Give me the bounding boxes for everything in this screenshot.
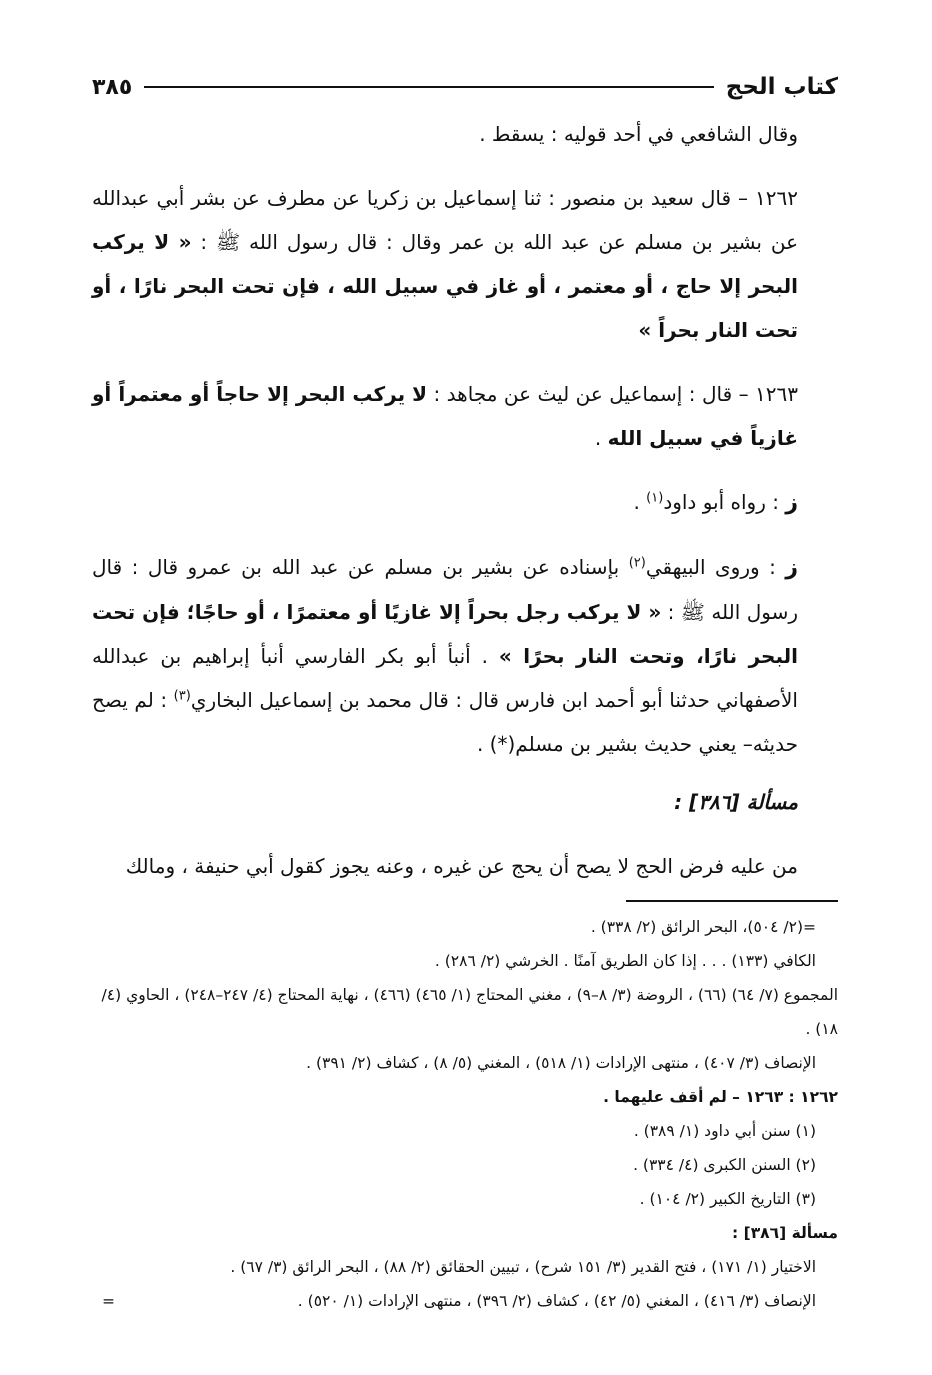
- footnote-ref: (٢): [628, 555, 646, 571]
- hadith-quote: « لا يركب البحر إلا حاج ، أو معتمر ، أو غاز في سبيل الله ، فإن تحت البحر نارًا ، أو تحت النار بحراً »: [92, 230, 798, 342]
- text: : لم يصح حديثه– يعني حديث بشير بن مسلم(*) .: [92, 688, 798, 756]
- footnote-heading: مسألة [٣٨٦] :: [732, 1224, 838, 1242]
- footnote-line: ١٢٦٢ : ١٢٦٣ – لم أقف عليهما .: [603, 1088, 838, 1106]
- issue-heading: مسألة [٣٨٦] :: [674, 790, 798, 814]
- text: .: [633, 490, 647, 514]
- footnote-line: الإنصاف (٣/ ٤٠٧) ، منتهى الإرادات (١/ ٥١٨) ، المغني (٥/ ٨) ، كشاف (٢/ ٣٩١) .: [306, 1054, 816, 1072]
- main-text: [92, 112, 838, 888]
- text: . أنبأ أبو بكر الفارسي أنبأ إبراهيم بن عبدالله الأصفهاني حدثنا أبو أحمد ابن فارس قال : قال محمد بن إسماعيل البخاري: [92, 644, 798, 712]
- running-header: [92, 62, 838, 112]
- book-page: [92, 62, 838, 1318]
- text: .: [594, 426, 608, 450]
- athar-quote: لا يركب البحر إلا حاجاً أو معتمراً أو غازياً في سبيل الله: [92, 382, 798, 450]
- page-number: ٣٨٥: [92, 74, 133, 100]
- text: وقال الشافعي في أحد قوليه : يسقط .: [479, 122, 798, 146]
- text: ١٢٦٢ – قال سعيد بن منصور : ثنا إسماعيل بن زكريا عن مطرف عن بشر أبي عبدالله عن بشير بن مسلم عن عبد الله بن عمر وقال : قال رسول الله ﷺ :: [92, 186, 798, 254]
- zawaid-note: [92, 480, 838, 525]
- paragraph-1262: [92, 176, 838, 352]
- chapter-title: كتاب الحج: [725, 74, 838, 100]
- text: : رواه أبو داود: [663, 490, 786, 514]
- footnote-line: =(٢/ ٥٠٤)، البحر الرائق (٢/ ٣٣٨) .: [590, 918, 816, 936]
- footnote-line: المجموع (٧/ ٦٤) (٦٦) ، الروضة (٣/ ٨–٩) ، مغني المحتاج (١/ ٤٦٥) (٤٦٦) ، نهاية المحتاج (٤/ ٢٤٧–٢٤٨) ، الحاوي (٤/ ١٨) .: [101, 986, 838, 1038]
- footnote-line: (٣) التاريخ الكبير (٢/ ١٠٤) .: [639, 1190, 816, 1208]
- footnote-separator: [626, 900, 838, 902]
- text: الإنصاف (٣/ ٤١٦) ، المغني (٥/ ٤٢) ، كشاف (٢/ ٣٩٦) ، منتهى الإرادات (١/ ٥٢٠) .: [297, 1292, 816, 1310]
- footnote-ref: (١): [646, 490, 664, 506]
- footnote-line: الاختيار (١/ ١٧١) ، فتح القدير (٣/ ١٥١ شرح) ، تبيين الحقائق (٢/ ٨٨) ، البحر الرائق (٣/ ٦٧) .: [230, 1258, 816, 1276]
- footnote-ref: (٣): [173, 688, 191, 704]
- text: بإسناده عن بشير بن مسلم عن عبد الله بن عمرو قال : قال رسول الله ﷺ :: [92, 555, 798, 624]
- zay-marker: ز: [785, 490, 798, 515]
- footnote-line: (١) سنن أبي داود (١/ ٣٨٩) .: [633, 1122, 816, 1140]
- paragraph-1263: [92, 372, 838, 460]
- zay-marker: ز: [785, 555, 799, 580]
- zawaid-note: [92, 545, 838, 766]
- paragraph: [92, 112, 838, 156]
- continuation-mark: =: [102, 1292, 115, 1310]
- text: ١٢٦٣ – قال : إسماعيل عن ليث عن مجاهد :: [427, 382, 799, 406]
- header-rule: [144, 86, 714, 88]
- footnote-line: (٢) السنن الكبرى (٤/ ٣٣٤) .: [633, 1156, 816, 1174]
- hadith-quote: « لا يركب رجل بحراً إلا غازيًا أو معتمرًا ، أو حاجًا؛ فإن تحت البحر نارًا، وتحت النار بحرًا »: [92, 600, 798, 668]
- issue-text: من عليه فرض الحج لا يصح أن يحج عن غيره ، وعنه يجوز كقول أبي حنيفة ، ومالك: [125, 854, 798, 878]
- footnotes: [92, 910, 838, 1318]
- text: : وروى البيهقي: [645, 555, 786, 579]
- footnote-line: الكافي (١٣٣) . . . إذا كان الطريق آمنًا . الخرشي (٢/ ٢٨٦) .: [434, 952, 816, 970]
- footnote-line: [92, 1284, 838, 1318]
